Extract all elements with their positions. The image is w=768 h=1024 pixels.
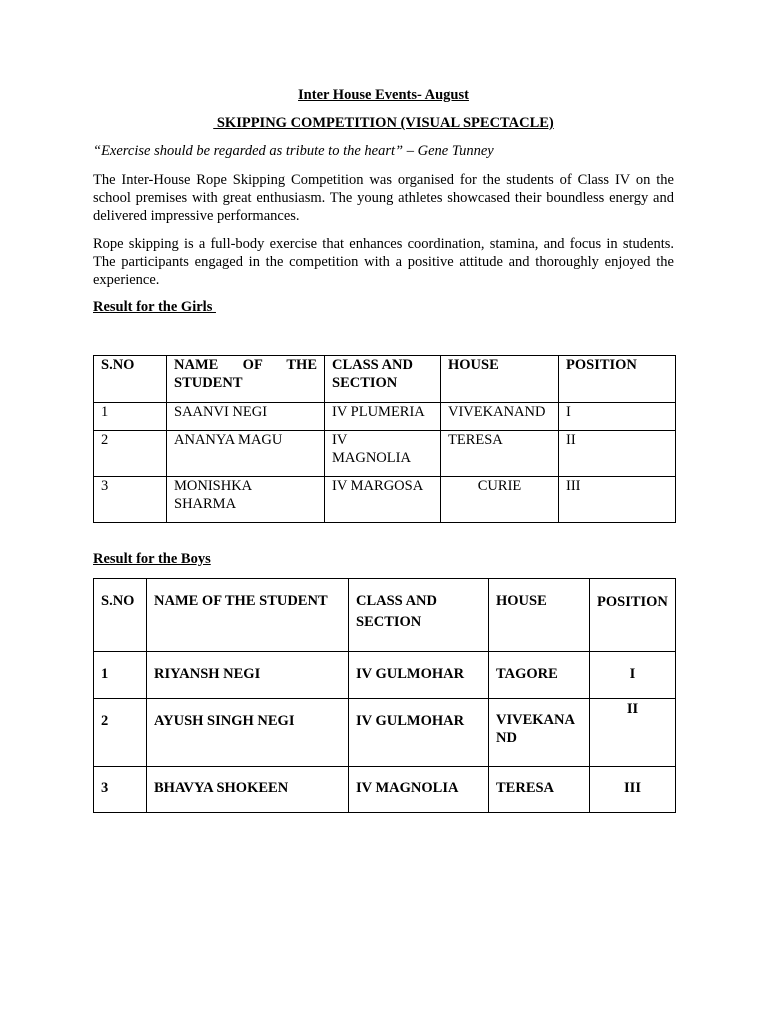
table-cell: TAGORE: [489, 652, 590, 699]
column-header: HOUSE: [489, 579, 590, 652]
table-cell: 2: [94, 431, 167, 477]
table-cell: SAANVI NEGI: [167, 403, 325, 431]
table-cell: 1: [94, 403, 167, 431]
table-cell: III: [590, 767, 676, 813]
table-cell: IV GULMOHAR: [349, 652, 489, 699]
column-header: NAME OF THE STUDENT: [167, 356, 325, 403]
table-cell: IV GULMOHAR: [349, 699, 489, 767]
column-header: S.NO: [94, 579, 147, 652]
table-row: [94, 431, 676, 477]
table-header-row: [94, 579, 676, 652]
girls-results-table: [93, 355, 676, 523]
table-cell: II: [559, 431, 676, 477]
column-header: HOUSE: [441, 356, 559, 403]
intro-paragraph: The Inter-House Rope Skipping Competition was organised for the students of Class IV on the school premises with great enthusiasm. The young athletes showcased their boundless energy and delivered impressive performances.: [93, 172, 674, 224]
table-cell: 3: [94, 767, 147, 813]
table-cell: 3: [94, 477, 167, 523]
girls-results-heading: Result for the Girls: [93, 299, 216, 315]
table-cell: TERESA: [441, 431, 559, 477]
table-cell: II: [590, 699, 676, 767]
table-cell: MONISHKA SHARMA: [167, 477, 325, 523]
table-cell: ANANYA MAGU: [167, 431, 325, 477]
table-row: [94, 652, 676, 699]
boys-results-table: [93, 578, 676, 813]
column-header: CLASS AND SECTION: [325, 356, 441, 403]
document-title: Inter House Events- August: [298, 87, 469, 103]
column-header: CLASS AND SECTION: [349, 579, 489, 652]
table-header-row: [94, 356, 676, 403]
benefits-paragraph: Rope skipping is a full-body exercise that enhances coordination, stamina, and focus in students. The participants engaged in the competition with a positive attitude and thoroughly enjoyed the experience.: [93, 236, 674, 288]
table-cell: VIVEKANAND: [441, 403, 559, 431]
column-header: POSITION: [590, 579, 676, 652]
table-cell: CURIE: [441, 477, 559, 523]
boys-results-heading: Result for the Boys: [93, 551, 211, 567]
table-cell: I: [590, 652, 676, 699]
table-cell: IV MARGOSA: [325, 477, 441, 523]
table-cell: 1: [94, 652, 147, 699]
table-cell: RIYANSH NEGI: [147, 652, 349, 699]
table-cell: I: [559, 403, 676, 431]
table-cell: VIVEKANAND: [489, 699, 590, 767]
column-header: NAME OF THE STUDENT: [147, 579, 349, 652]
table-row: [94, 477, 676, 523]
table-cell: 2: [94, 699, 147, 767]
table-cell: BHAVYA SHOKEEN: [147, 767, 349, 813]
table-cell: III: [559, 477, 676, 523]
table-cell: IV MAGNOLIA: [325, 431, 441, 477]
quote-line: “Exercise should be regarded as tribute to the heart” – Gene Tunney: [93, 143, 494, 159]
column-header: POSITION: [559, 356, 676, 403]
table-cell: IV MAGNOLIA: [349, 767, 489, 813]
table-row: [94, 403, 676, 431]
table-cell: AYUSH SINGH NEGI: [147, 699, 349, 767]
table-row: [94, 767, 676, 813]
document-subtitle: SKIPPING COMPETITION (VISUAL SPECTACLE): [213, 115, 554, 131]
table-cell: TERESA: [489, 767, 590, 813]
table-row: [94, 699, 676, 767]
table-cell: IV PLUMERIA: [325, 403, 441, 431]
column-header: S.NO: [94, 356, 167, 403]
